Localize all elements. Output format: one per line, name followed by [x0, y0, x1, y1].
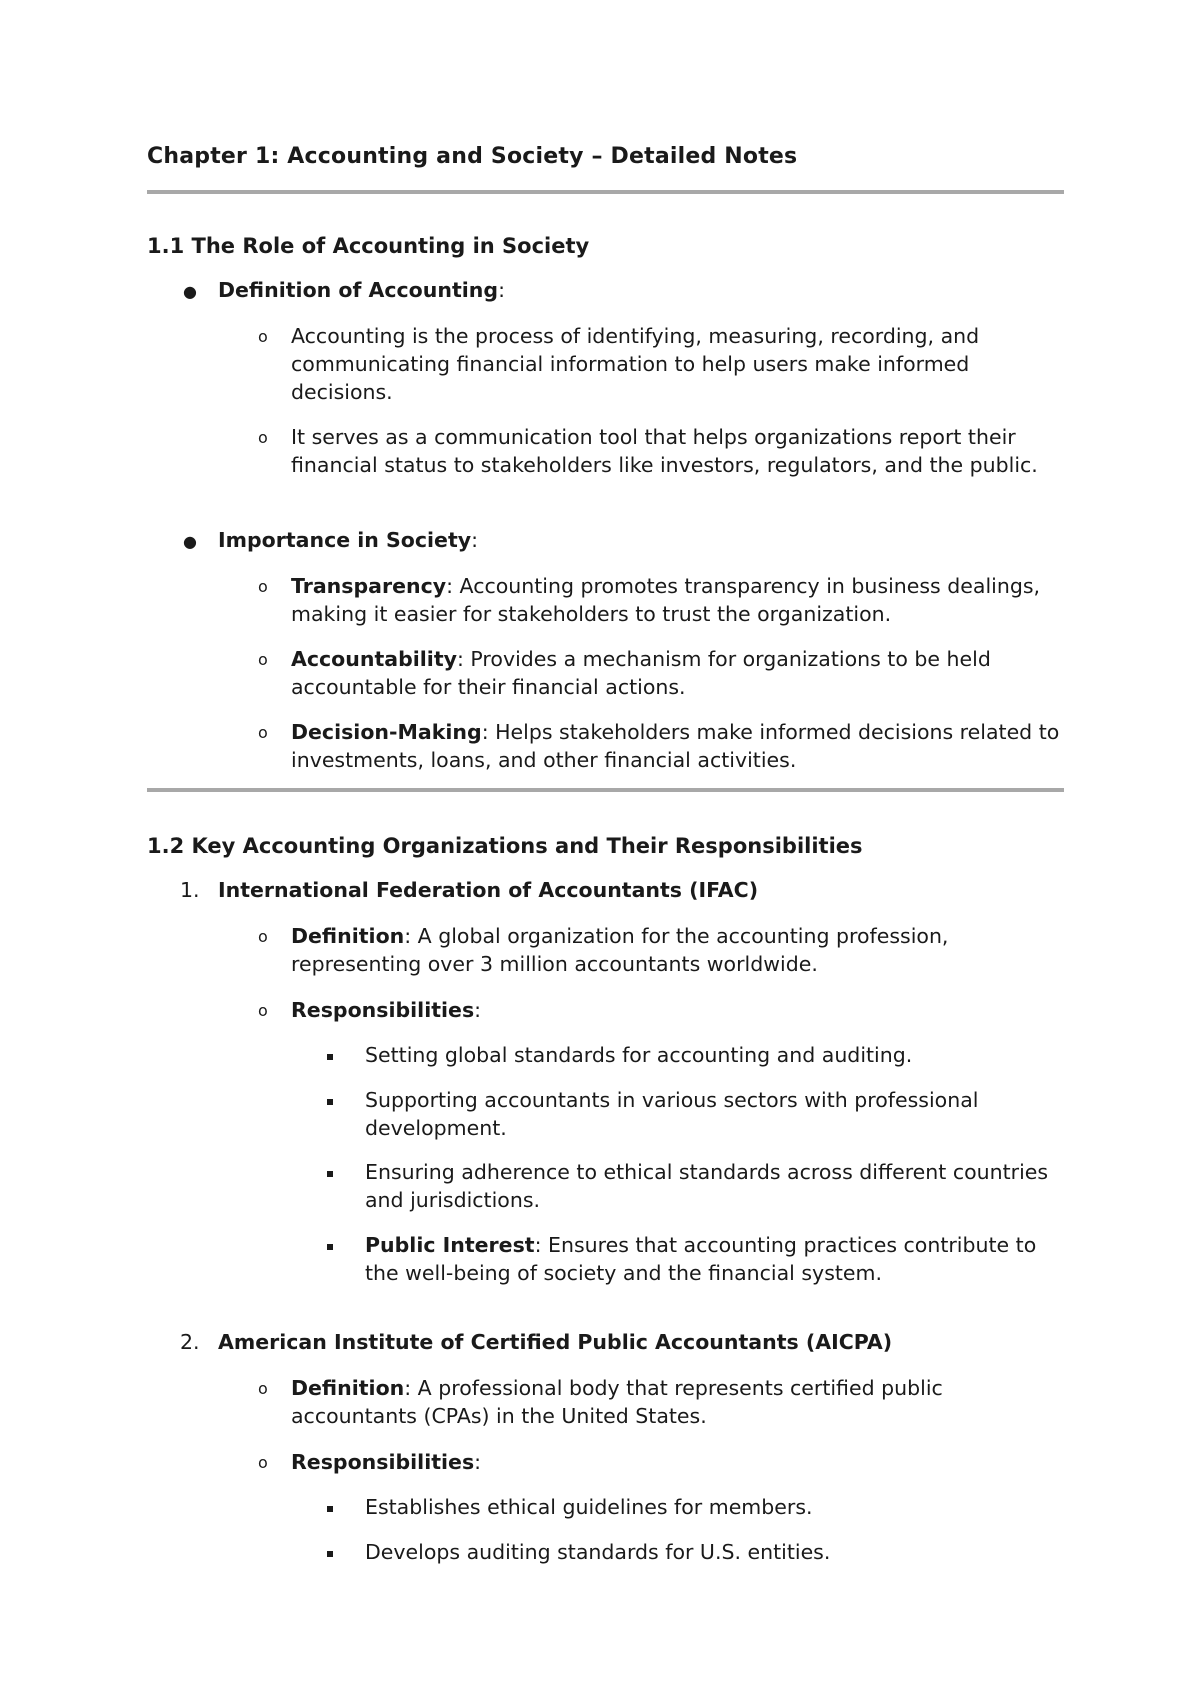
organization-name: International Federation of Accountants (IFAC) — [218, 878, 759, 902]
list-number: 2. — [180, 1330, 200, 1354]
divider — [147, 788, 1064, 792]
list-item: Establishes ethical guidelines for members. — [365, 1495, 813, 1519]
circle-bullet-icon: o — [258, 927, 268, 946]
list-item: Supporting accountants in various sectors with professional development. — [365, 1088, 979, 1140]
list-item: Responsibilities: — [291, 998, 482, 1022]
bullet-icon: ● — [183, 282, 197, 301]
list-item: Public Interest: Ensures that accounting practices contribute to the well-being of society and the financial system. — [365, 1233, 1037, 1285]
list-item: It serves as a communication tool that helps organizations report their financial status to stakeholders like investors, regulators, and the public. — [291, 425, 1038, 477]
circle-bullet-icon: o — [258, 327, 268, 346]
list-item-heading: Importance in Society: — [218, 528, 479, 552]
list-item: Transparency: Accounting promotes transparency in business dealings, making it easier for stakeholders to trust the organization. — [291, 574, 1041, 626]
list-item: Definition: A global organization for the accounting profession, representing over 3 million accountants worldwide. — [291, 924, 949, 976]
circle-bullet-icon: o — [258, 577, 268, 596]
list-item: Develops auditing standards for U.S. entities. — [365, 1540, 831, 1564]
list-item-heading: Definition of Accounting: — [218, 278, 505, 302]
divider — [147, 190, 1064, 194]
circle-bullet-icon: o — [258, 723, 268, 742]
list-item: Accountability: Provides a mechanism for organizations to be held accountable for their financial actions. — [291, 647, 991, 699]
list-item: Responsibilities: — [291, 1450, 482, 1474]
circle-bullet-icon: o — [258, 1001, 268, 1020]
list-item: Definition: A professional body that represents certified public accountants (CPAs) in the United States. — [291, 1376, 943, 1428]
circle-bullet-icon: o — [258, 650, 268, 669]
circle-bullet-icon: o — [258, 428, 268, 447]
square-bullet-icon — [327, 1244, 333, 1250]
square-bullet-icon — [327, 1099, 333, 1105]
section-heading: 1.2 Key Accounting Organizations and Their Responsibilities — [147, 834, 863, 858]
circle-bullet-icon: o — [258, 1379, 268, 1398]
bullet-icon: ● — [183, 532, 197, 551]
section-heading: 1.1 The Role of Accounting in Society — [147, 234, 590, 258]
list-number: 1. — [180, 878, 200, 902]
page-title: Chapter 1: Accounting and Society – Detailed Notes — [147, 144, 798, 169]
list-item: Accounting is the process of identifying, measuring, recording, and communicating financial information to help users make informed decisions. — [291, 324, 980, 404]
square-bullet-icon — [327, 1506, 333, 1512]
list-item: Decision-Making: Helps stakeholders make informed decisions related to investments, loans, and other financial activities. — [291, 720, 1060, 772]
square-bullet-icon — [327, 1171, 333, 1177]
circle-bullet-icon: o — [258, 1453, 268, 1472]
organization-name: American Institute of Certified Public Accountants (AICPA) — [218, 1330, 893, 1354]
square-bullet-icon — [327, 1551, 333, 1557]
list-item: Setting global standards for accounting and auditing. — [365, 1043, 913, 1067]
list-item: Ensuring adherence to ethical standards across different countries and jurisdictions. — [365, 1160, 1049, 1212]
square-bullet-icon — [327, 1054, 333, 1060]
